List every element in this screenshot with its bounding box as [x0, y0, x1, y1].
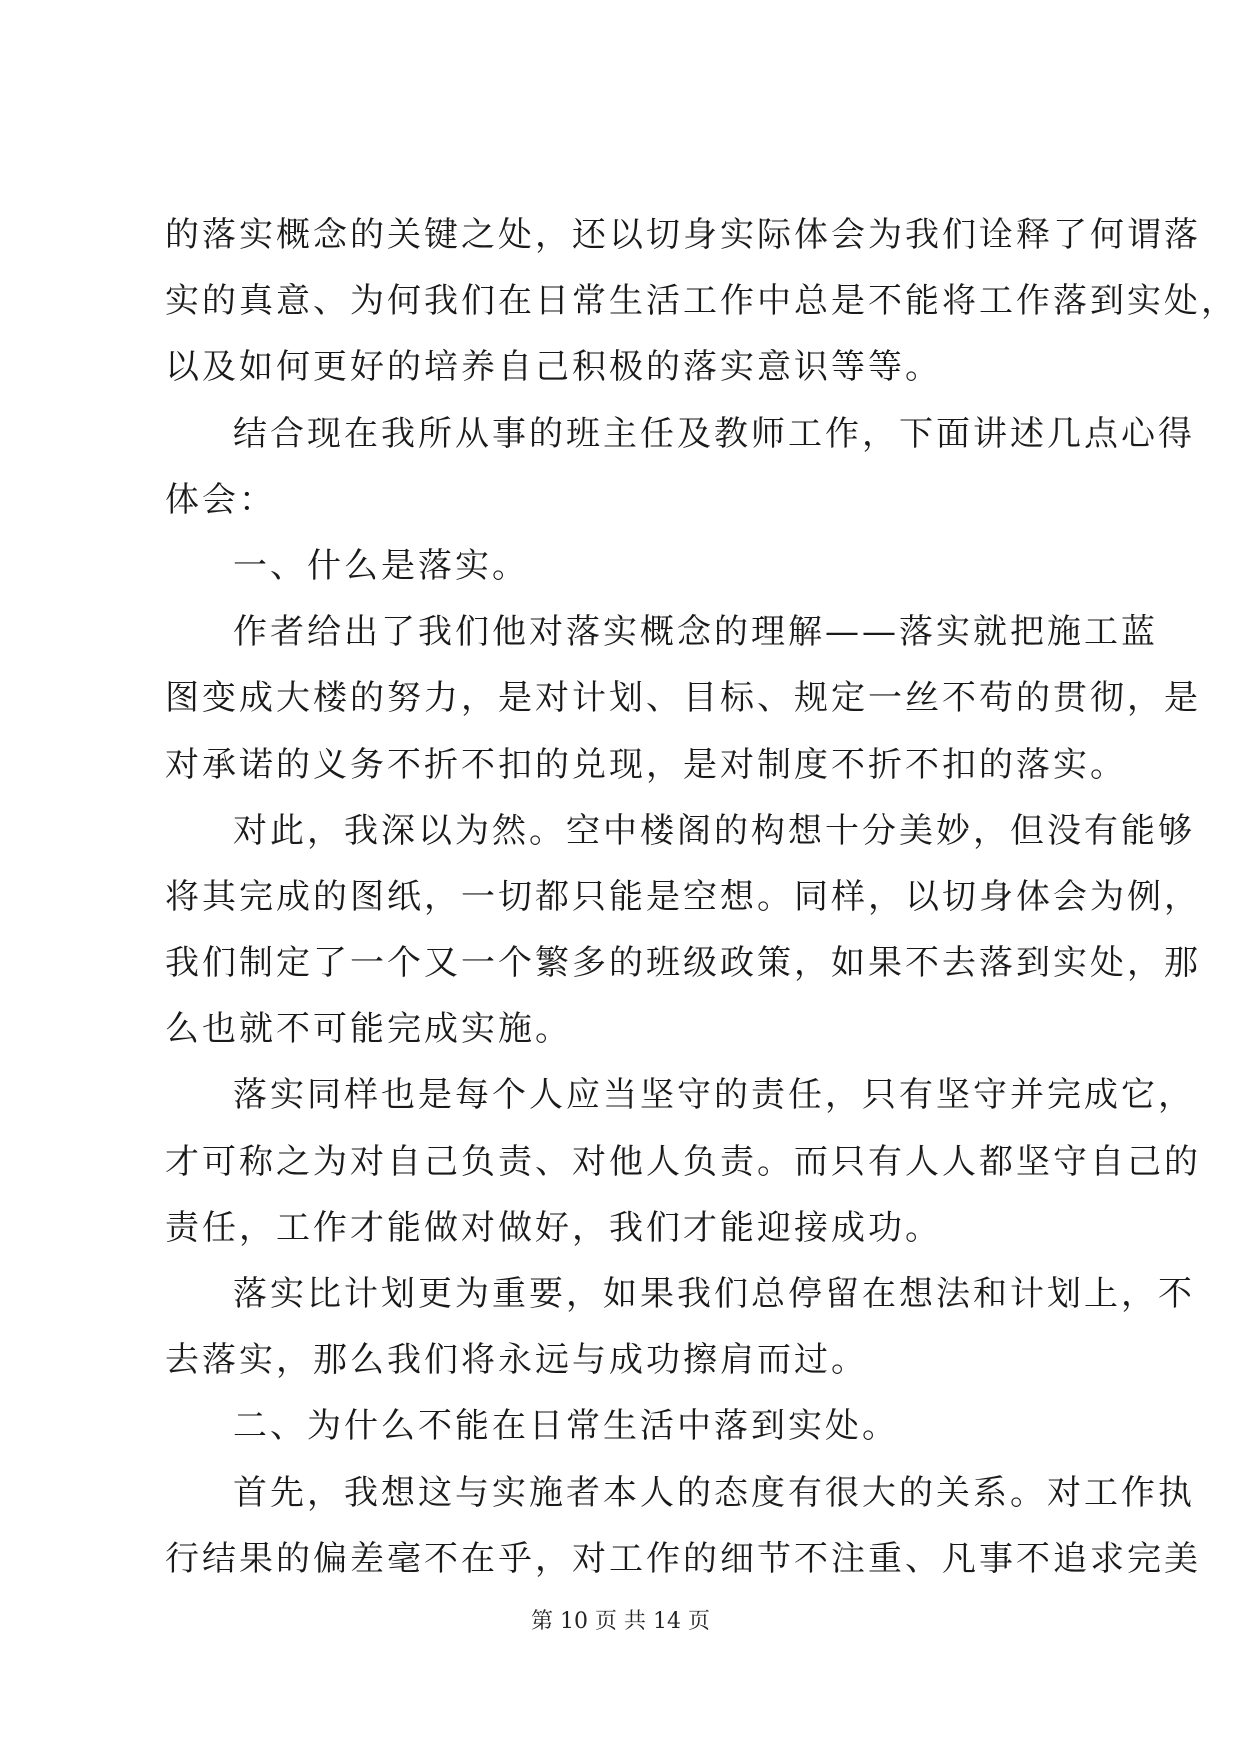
text-line: 对承诺的义务不折不扣的兑现，是对制度不折不扣的落实。: [165, 744, 1127, 785]
text-line: 么也就不可能完成实施。: [165, 1009, 572, 1050]
text-line: 才可称之为对自己负责、对他人负责。而只有人人都坚守自己的: [165, 1141, 1201, 1182]
text-line: 图变成大楼的努力，是对计划、目标、规定一丝不苟的贯彻，是: [165, 678, 1201, 719]
section-heading: 一、什么是落实。: [233, 545, 529, 586]
body-text: [165, 202, 1238, 1592]
text-line: 以及如何更好的培养自己积极的落实意识等等。: [165, 347, 942, 388]
paragraph-start-line: 结合现在我所从事的班主任及教师工作，下面讲述几点心得: [233, 413, 1195, 454]
paragraph-start-line: 对此，我深以为然。空中楼阁的构想十分美妙，但没有能够: [233, 810, 1195, 851]
text-line: 将其完成的图纸，一切都只能是空想。同样，以切身体会为例，: [165, 876, 1201, 917]
section-heading: 二、为什么不能在日常生活中落到实处。: [233, 1406, 899, 1447]
text-line: 的落实概念的关键之处，还以切身实际体会为我们诠释了何谓落: [165, 215, 1201, 255]
paragraph-start-line: 落实同样也是每个人应当坚守的责任，只有坚守并完成它，: [233, 1075, 1195, 1116]
text-line: 责任，工作才能做对做好，我们才能迎接成功。: [165, 1207, 942, 1248]
paragraph-start-line: 作者给出了我们他对落实概念的理解——落实就把施工蓝: [233, 612, 1158, 653]
text-line: 实的真意、为何我们在日常生活工作中总是不能将工作落到实处，: [165, 281, 1238, 322]
text-line: 体会：: [165, 479, 276, 520]
page-number-footer: 第 10 页 共 14 页: [531, 1609, 710, 1634]
text-line: 去落实，那么我们将永远与成功擦肩而过。: [165, 1340, 868, 1381]
text-line: 行结果的偏差毫不在乎，对工作的细节不注重、凡事不追求完美: [165, 1538, 1201, 1579]
paragraph-start-line: 首先，我想这与实施者本人的态度有很大的关系。对工作执: [233, 1472, 1195, 1513]
paragraph-start-line: 落实比计划更为重要，如果我们总停留在想法和计划上，不: [233, 1274, 1195, 1314]
text-line: 我们制定了一个又一个繁多的班级政策，如果不去落到实处，那: [165, 943, 1201, 984]
